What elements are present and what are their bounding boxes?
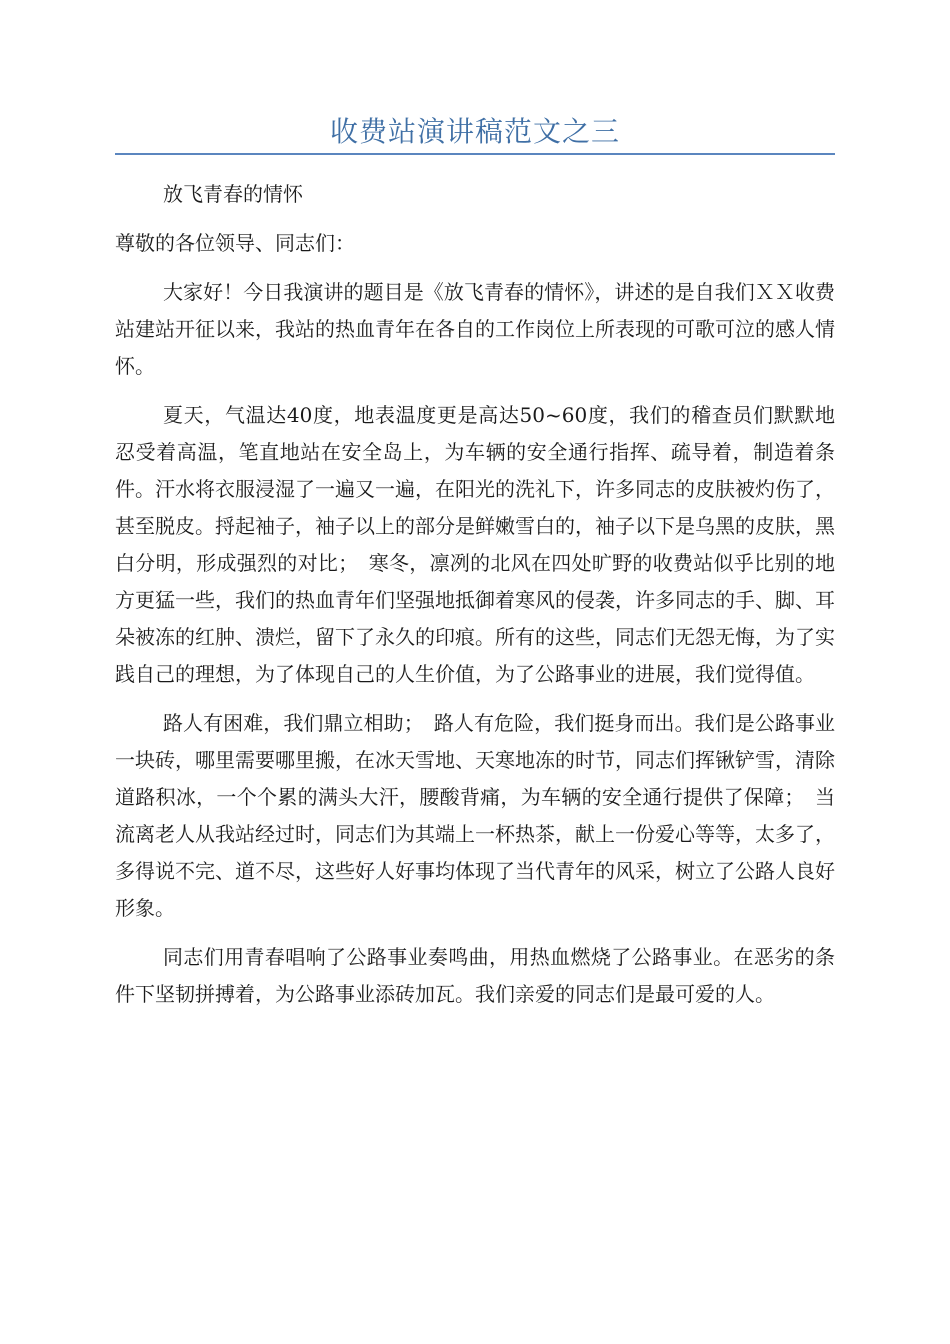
paragraph-3: 路人有困难，我们鼎立相助； 路人有危险，我们挺身而出。我们是公路事业一块砖，哪里需要哪里搬，在冰天雪地、天寒地冻的时节，同志们挥锹铲雪，清除道路积冰，一个个累的满头大汗，腰酸背痛，为车辆的安全通行提供了保障； 当流离老人从我站经过时，同志们为其端上一杯热茶，献上一份爱心等等，太多了，多得说不完、道不尽，这些好人好事均体现了当代青年的风采，树立了公路人良好形象。 <box>115 711 835 920</box>
speech-subtitle: 放飞青春的情怀 <box>163 182 303 206</box>
title-underline <box>115 153 835 155</box>
paragraph-2: 夏天，气温达40度，地表温度更是高达50~60度，我们的稽查员们默默地忍受着高温，笔直地站在安全岛上，为车辆的安全通行指挥、疏导着，制造着条件。汗水将衣服浸湿了一遍又一遍，在阳光的洗礼下，许多同志的皮肤被灼伤了，甚至脱皮。捋起袖子，袖子以上的部分是鲜嫩雪白的，袖子以下是乌黑的皮肤，黑白分明，形成强烈的对比； 寒冬，凛冽的北风在四处旷野的收费站似乎比别的地方更猛一些，我们的热血青年们坚强地抵御着寒风的侵袭，许多同志的手、脚、耳朵被冻的红肿、溃烂，留下了永久的印痕。所有的这些，同志们无怨无悔，为了实践自己的理想，为了体现自己的人生价值，为了公路事业的进展，我们觉得值。 <box>115 403 835 686</box>
paragraph-4: 同志们用青春唱响了公路事业奏鸣曲，用热血燃烧了公路事业。在恶劣的条件下坚韧拼搏着，为公路事业添砖加瓦。我们亲爱的同志们是最可爱的人。 <box>115 945 835 1006</box>
greeting: 尊敬的各位领导、同志们： <box>115 231 355 255</box>
page-title: 收费站演讲稿范文之三 <box>329 115 620 148</box>
paragraph-1: 大家好！今日我演讲的题目是《放飞青春的情怀》，讲述的是自我们ＸＸ收费站建站开征以来，我站的热血青年在各自的工作岗位上所表现的可歌可泣的感人情怀。 <box>115 280 835 378</box>
document-body <box>115 176 835 1025</box>
